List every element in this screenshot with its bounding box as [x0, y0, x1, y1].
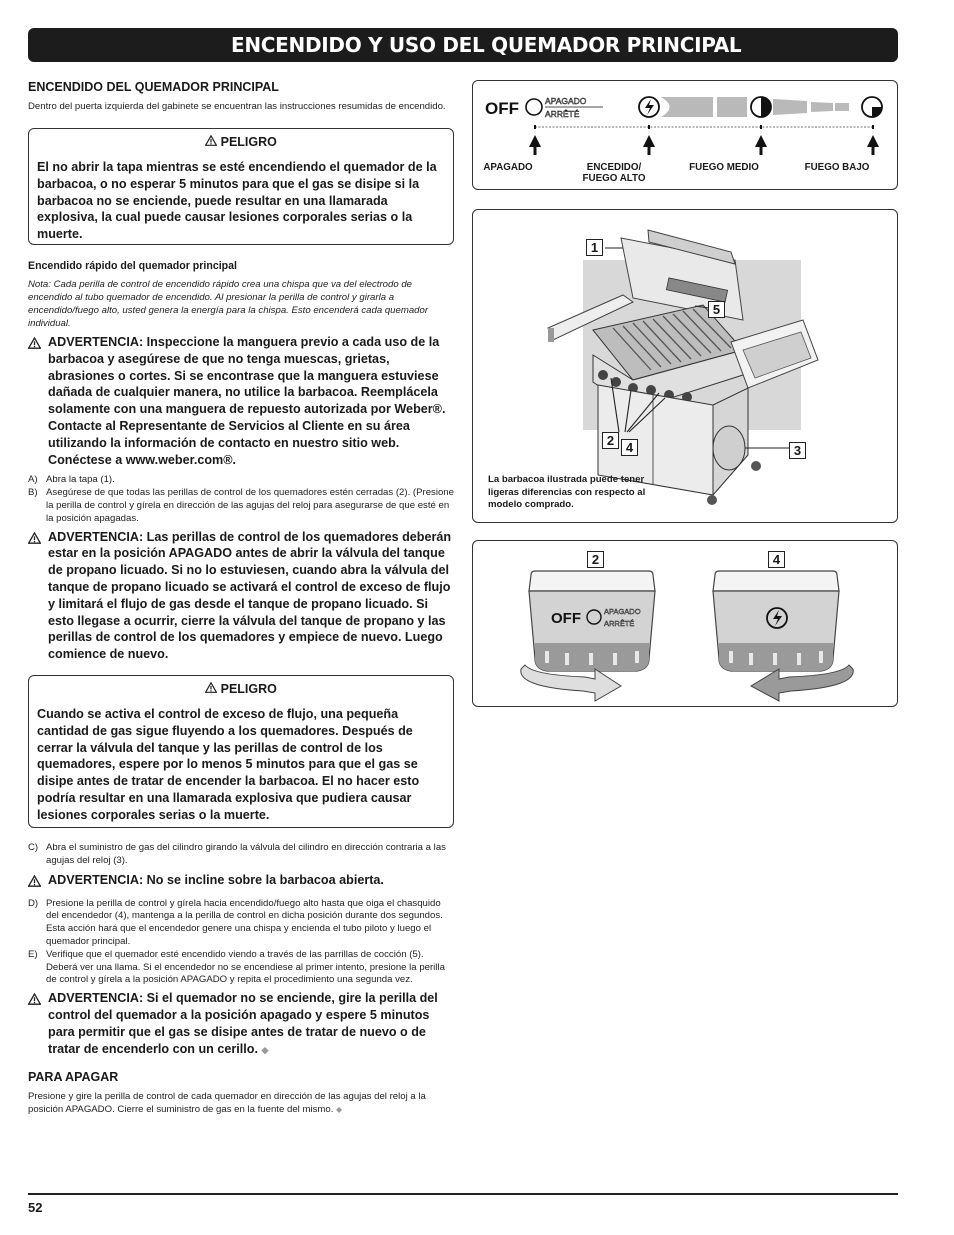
page-number: 52: [28, 1200, 43, 1215]
quick-note: Nota: Cada perilla de control de encendido rápido crea una chispa que va del electrodo de encendido al tubo quemador de encendido. Al presionar la perilla de control y girarla a encendido/fuego alto, usted genera la energía para la chispa. Esto encenderá cada quemador individual.: [28, 279, 429, 329]
danger-box-2: [28, 675, 454, 828]
danger-heading: PELIGRO: [37, 682, 445, 696]
warning-triangle-icon: [28, 334, 42, 468]
callout-5: 5: [708, 301, 725, 318]
end-diamond-icon: ◆: [261, 1044, 269, 1055]
knob-turn-diagram: [473, 541, 897, 706]
step-e: E) Verifique que el quemador esté encendido viendo a través de las parrillas de cocción (5). Deberá ver una llama. Si el encendedor no se encendiese al primer intento, presione la perilla de control y gírela a la posición APAGADO y repita el procedimiento una segunda vez.: [28, 948, 445, 986]
svg-text:OFF: OFF: [551, 610, 581, 627]
apagar-text: Presione y gire la perilla de control de cada quemador en dirección de las agujas del reloj a la posición APAGADO. Cierre el suministro de gas en la fuente del mismo.: [28, 1091, 426, 1116]
callout-2: 2: [602, 432, 619, 449]
section-heading-apagar: PARA APAGAR: [28, 1070, 119, 1085]
footer-rule: [28, 1193, 898, 1195]
callout-2: 2: [587, 551, 604, 568]
svg-text:APAGADO: APAGADO: [604, 607, 641, 616]
intro-text: Dentro del puerta izquierda del gabinete se encuentran las instrucciones resumidas de encendido.: [28, 101, 446, 112]
illustration-note: La barbacoa ilustrada puede tener ligeras diferencias con respecto al modelo comprado.: [488, 474, 646, 510]
warning-triangle-icon: [28, 990, 42, 1058]
callout-4: 4: [768, 551, 785, 568]
step-b: B) Asegúrese de que todas las perillas de control de los quemadores estén cerradas (2). (Presione la perilla de control y gírela en dirección de las agujas del reloj para asegurarse de que esté en la posición apagadas.: [28, 487, 454, 524]
callout-1: 1: [586, 239, 603, 256]
callout-4: 4: [621, 439, 638, 456]
warning-2: ADVERTENCIA: Las perillas de control de los quemadores deberán estar en la posición APAGADO antes de abrir la válvula del tanque de propano licuado. Si no lo estuviesen, cuando abra la válvula del tanque de propano licuado se activará el control de exceso de flujo y limitará el flujo de gas desde el tanque de propano licuado. Si esto llegase a ocurrir, cierre la válvula del tanque de propano y las perillas de control de los quemadores y empiece de nuevo. Luego comience de nuevo.: [28, 529, 454, 663]
warning-4: ADVERTENCIA: Si el quemador no se enciende, gire la perilla del control del quemador a la posición apagado y espere 5 minutos para permitir que el gas se disipe antes de tratar de nuevo o de tratar de encenderlo con un cerillo. ◆: [28, 990, 454, 1058]
high-flame-bar: [717, 97, 747, 117]
label-apagado: APAGADO: [483, 162, 533, 173]
step-c: C) Abra el suministro de gas del cilindro girando la válvula del cilindro en dirección contraria a las agujas del reloj (3).: [28, 841, 446, 866]
knob-turning-panel: [472, 540, 898, 707]
grill-illustration-panel: [472, 209, 898, 523]
label-encendido: ENCEDIDO/ FUEGO ALTO: [582, 162, 646, 184]
svg-text:ARRÊTÉ: ARRÊTÉ: [604, 619, 635, 628]
steps-de: [28, 898, 454, 988]
quick-heading: Encendido rápido del quemador principal: [28, 260, 237, 272]
apagado-small-label: APAGADO: [545, 96, 587, 106]
step-d: D) Presione la perilla de control y gírela hacia encendido/fuego alto hasta que oiga el chasquido del encendedor (4), mantenga a la perilla de control en dicha posición durante dos segundos. Esta acción hará que el encendedor genere una chispa y encienda el tubo piloto y luego el quemador principal.: [28, 897, 443, 947]
warning-triangle-icon: [205, 682, 220, 696]
label-fuego-medio: FUEGO MEDIO: [689, 162, 759, 173]
knob-positions-panel: [472, 80, 898, 190]
steps-ab: [28, 474, 454, 525]
step-a: A) Abra la tapa (1).: [28, 474, 115, 486]
left-column: [28, 80, 454, 1116]
danger-heading: PELIGRO: [37, 135, 445, 149]
knob-ignition-illustration: [713, 571, 839, 671]
danger-text: El no abrir la tapa mientras se esté encendiendo el quemador de la barbacoa, o no esperar 5 minutos para que el gas se disipe si la barbacoa no se enciende, puede resultar en una llamarada explosiva, la cual puede causar lesiones corporales serias o la muerte.: [37, 160, 437, 242]
off-label: OFF: [485, 99, 519, 118]
warning-triangle-icon: [28, 872, 42, 892]
warning-3: ADVERTENCIA: No se incline sobre la barbacoa abierta.: [28, 872, 454, 892]
label-fuego-bajo: FUEGO BAJO: [804, 162, 870, 173]
warning-triangle-icon: [205, 135, 220, 149]
knob-off-illustration: [529, 571, 655, 671]
page-title: ENCENDIDO Y USO DEL QUEMADOR PRINCIPAL: [28, 28, 898, 62]
off-circle-icon: [526, 99, 542, 115]
arrete-small-label: ARRÊTÉ: [545, 109, 580, 119]
callout-3: 3: [789, 442, 806, 459]
section-heading-encendido: ENCENDIDO DEL QUEMADOR PRINCIPAL: [28, 80, 279, 94]
warning-triangle-icon: [28, 529, 42, 663]
danger-text: Cuando se activa el control de exceso de flujo, una pequeña cantidad de gas sigue fluyendo a los quemadores. Después de cerrar la válvula del tanque y las perillas de control de los quemadores, espere por lo menos 5 minutos para que el gas se disipe antes de tratar de encender la barbacoa. El no hacer esto podría resultar en una llamarada explosiva que pudiera causar lesiones corporales serias o la muerte.: [37, 706, 420, 822]
arrow-up-icons: [529, 135, 879, 155]
warning-1: ADVERTENCIA: Inspeccione la manguera previo a cada uso de la barbacoa y asegúrese de que no tenga muescas, grietas, abrasiones o cortes. Si se encontrase que la manguera estuviese dañada de cualquier manera, no utilice la barbacoa. Reemplácela solamente con una manguera de repuesto autorizada por Weber®. Contacte al Representante de Servicios al Cliente en su área utilizando la información de contacto en nuestro sitio web. Conéctese a www.weber.com®.: [28, 334, 454, 468]
danger-box-1: [28, 128, 454, 245]
end-diamond-icon: ◆: [336, 1105, 343, 1115]
